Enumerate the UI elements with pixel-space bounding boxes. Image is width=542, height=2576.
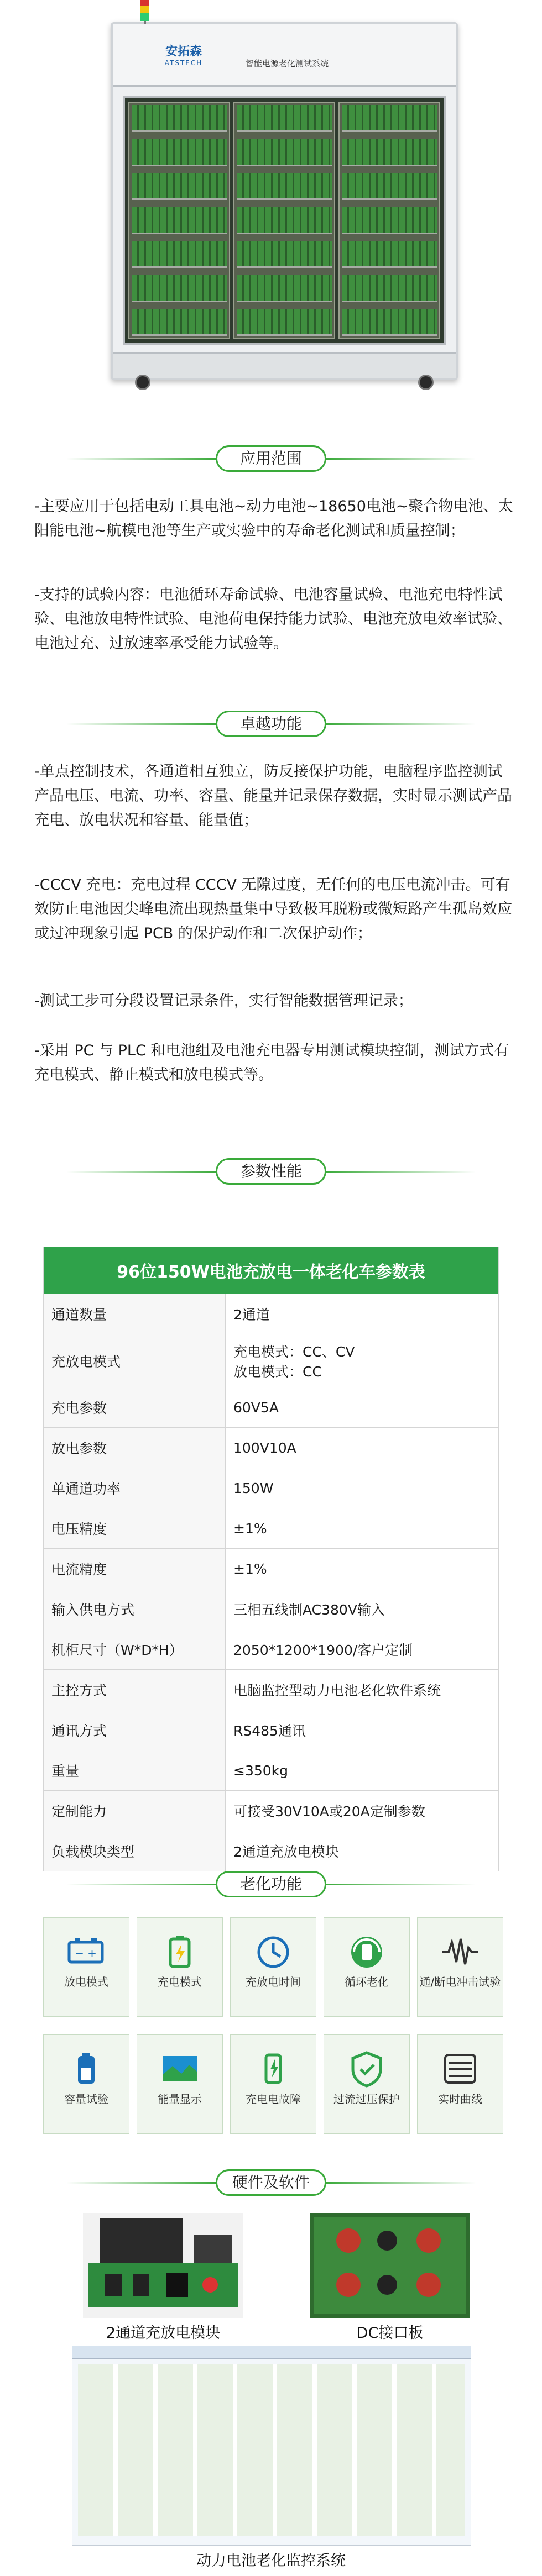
function-tile: 充电模式 <box>137 1917 223 2017</box>
table-row: 放电参数 100V10A <box>44 1428 499 1468</box>
section-header-hardware <box>0 2166 542 2199</box>
clock-icon <box>253 1932 294 1971</box>
function-tile: 实时曲线 <box>417 2034 503 2134</box>
table-row: 输入供电方式 三相五线制AC380V输入 <box>44 1589 499 1629</box>
dc-board-image <box>310 2213 470 2318</box>
application-paragraph-1: -主要应用于包括电动工具电池~动力电池~18650电池~聚合物电池、太阳能电池~航模电池等生产或实验中的寿命老化测试和质量控制； <box>34 498 513 539</box>
table-row: 充电参数 60V5A <box>44 1387 499 1428</box>
section-header-aging <box>0 1868 542 1901</box>
battery-discharge-icon <box>66 1932 107 1971</box>
charge-discharge-module-image <box>83 2213 243 2318</box>
table-row: 单通道功率 150W <box>44 1468 499 1508</box>
curve-icon <box>440 2049 481 2088</box>
cycle-icon <box>346 1932 387 1971</box>
energy-display-icon <box>159 2049 200 2088</box>
cabinet-title: 智能电源老化测试系统 <box>246 59 329 69</box>
application-paragraph-2: -支持的试验内容：电池循环寿命试验、电池容量试验、电池充电特性试验、电池放电特性试验、电池荷电保持能力试验、电池充放电效率试验、电池过充、过放速率承受能力试验等。 <box>34 586 512 652</box>
function-tile: 循环老化 <box>324 1917 410 2017</box>
capacity-icon <box>66 2049 107 2088</box>
table-row: 重量 ≤350kg <box>44 1750 499 1791</box>
monitoring-software-screenshot <box>72 2346 471 2546</box>
function-tile: 通/断电冲击试验 <box>417 1917 503 2017</box>
table-row: 充放电模式 充电模式：CC、CV 放电模式：CC <box>44 1334 499 1387</box>
shield-icon <box>346 2049 387 2088</box>
module-caption: 2通道充放电模块 <box>106 2325 221 2342</box>
section-title: 硬件及软件 <box>216 2169 326 2196</box>
cabinet-glass-doors <box>123 96 446 345</box>
aging-function-grid <box>43 1917 503 2138</box>
table-row: 机柜尺寸（W*D*H） 2050*1200*1900/客户定制 <box>44 1629 499 1670</box>
caster-wheel <box>418 375 434 390</box>
features-paragraph-4: -采用 PC 与 PLC 和电池组及电池充电器专用测试模块控制，测试方式有充电模式、静止模式和放电模式等。 <box>34 1042 509 1084</box>
cabinet-base <box>113 352 456 378</box>
fault-icon <box>253 2049 294 2088</box>
function-tile: 容量试验 <box>43 2034 129 2134</box>
features-paragraph-2: -CCCV 充电：充电过程 CCCV 无隙过度，无任何的电压电流冲击。可有效防止电池因尖峰电流出现热量集中导致极耳脱粉或微短路产生孤岛效应或过冲现象引起 PCB 的保护动作和二次保护动作； <box>34 876 512 942</box>
battery-charge-icon <box>159 1932 200 1971</box>
waveform-icon <box>440 1932 481 1971</box>
dc-board-caption: DC接口板 <box>356 2325 424 2342</box>
section-title: 卓越功能 <box>216 711 326 737</box>
software-caption: 动力电池老化监控系统 <box>196 2552 346 2569</box>
function-tile: 能量显示 <box>137 2034 223 2134</box>
cabinet-header <box>113 24 456 87</box>
features-paragraph-1: -单点控制技术，各通道相互独立，防反接保护功能，电脑程序监控测试产品电压、电流、功率、容量、能量并记录保存数据，实时显示测试产品充电、放电状况和容量、能量值； <box>34 763 512 829</box>
function-tile: − + 放电模式 <box>43 1917 129 2017</box>
table-row: 主控方式 电脑监控型动力电池老化软件系统 <box>44 1670 499 1710</box>
function-tile: 充放电时间 <box>230 1917 316 2017</box>
section-header-application <box>0 442 542 475</box>
table-row: 电压精度 ±1% <box>44 1508 499 1549</box>
svg-text:− +: − + <box>75 1947 97 1960</box>
table-row: 定制能力 可接受30V10A或20A定制参数 <box>44 1791 499 1831</box>
function-tile: 充电电故障 <box>230 2034 316 2134</box>
table-row: 负载模块类型 2通道充放电模块 <box>44 1831 499 1871</box>
section-header-params <box>0 1155 542 1188</box>
aging-cabinet <box>111 22 458 380</box>
table-row: 通道数量 2通道 <box>44 1294 499 1334</box>
section-title: 老化功能 <box>216 1871 326 1897</box>
table-row: 电流精度 ±1% <box>44 1549 499 1589</box>
section-title: 参数性能 <box>216 1158 326 1185</box>
features-paragraph-3: -测试工步可分段设置记录条件，实行智能数据管理记录； <box>34 992 413 1010</box>
function-tile: 过流过压保护 <box>324 2034 410 2134</box>
param-table-caption: 96位150W电池充放电一体老化车参数表 <box>44 1247 499 1294</box>
section-title: 应用范围 <box>216 445 326 472</box>
param-table <box>43 1247 499 1871</box>
caster-wheel <box>135 375 150 390</box>
product-image <box>0 0 542 420</box>
table-row: 通讯方式 RS485通讯 <box>44 1710 499 1750</box>
section-header-features <box>0 707 542 740</box>
brand-logo: 安拓森 ATSTECH <box>164 45 203 67</box>
